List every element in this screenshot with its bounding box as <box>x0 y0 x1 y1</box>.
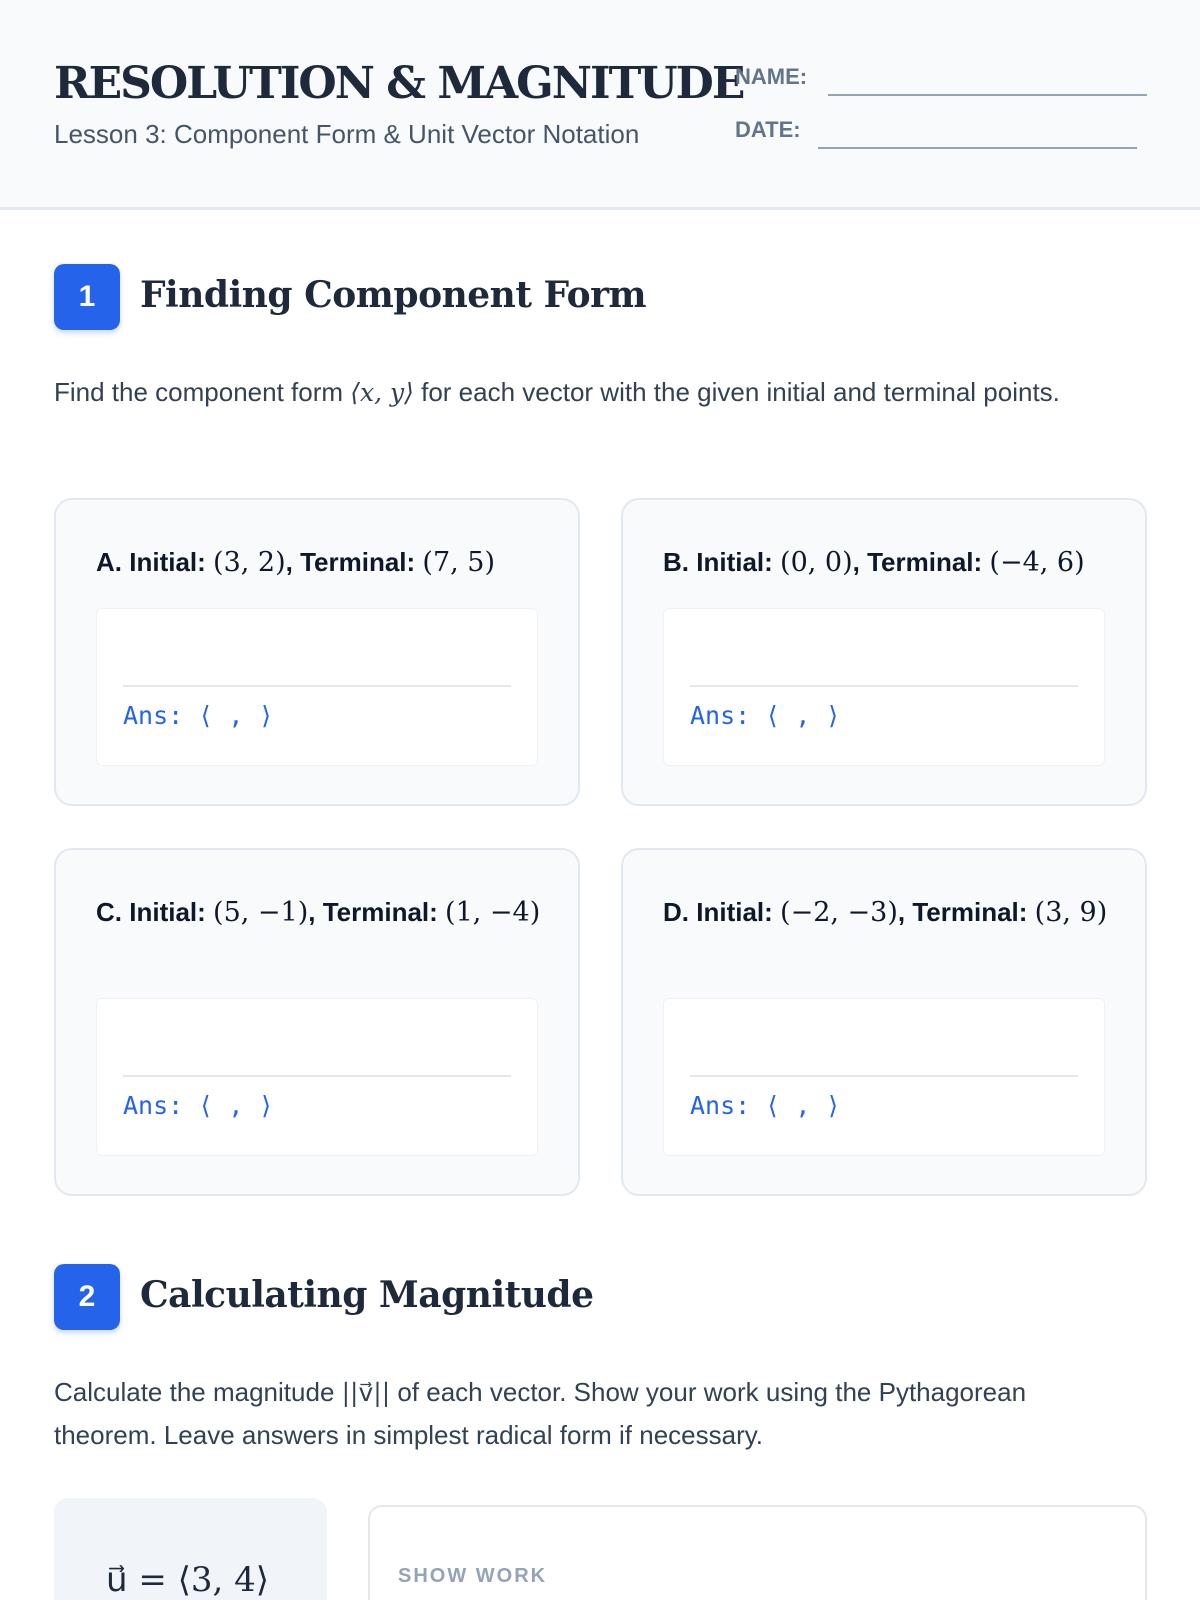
date-label: DATE: <box>735 117 801 142</box>
show-work-label: SHOW WORK <box>398 1565 548 1587</box>
section-2-instructions: Calculate the magnitude ||v⃗|| of each vector. Show your work using the Pythagorean theorem. Leave answers in simplest radical form if necessary. <box>54 1377 1027 1450</box>
section-1-badge: 1 <box>54 264 120 330</box>
answer-box[interactable] <box>96 608 538 766</box>
worksheet-header <box>0 0 1200 210</box>
answer-label: Ans: ⟨ , ⟩ <box>690 1091 841 1120</box>
work-line <box>123 1075 511 1077</box>
worksheet-title: RESOLUTION & MAGNITUDE <box>54 58 744 109</box>
show-work-area[interactable] <box>368 1505 1147 1600</box>
section-2-title: Calculating Magnitude <box>140 1274 594 1316</box>
answer-box[interactable] <box>96 998 538 1156</box>
problem-prompt: C. Initial: (5, −1), Terminal: (1, −4) <box>96 897 541 928</box>
section-1-title: Finding Component Form <box>140 274 647 316</box>
name-field[interactable] <box>828 94 1147 96</box>
answer-label: Ans: ⟨ , ⟩ <box>690 701 841 730</box>
work-line <box>690 685 1078 687</box>
lesson-subtitle: Lesson 3: Component Form & Unit Vector Notation <box>54 119 640 149</box>
section-2-badge: 2 <box>54 1264 120 1330</box>
date-field[interactable] <box>818 147 1137 149</box>
work-line <box>690 1075 1078 1077</box>
answer-box[interactable] <box>663 608 1105 766</box>
answer-box[interactable] <box>663 998 1105 1156</box>
answer-label: Ans: ⟨ , ⟩ <box>123 1091 274 1120</box>
problem-prompt: B. Initial: (0, 0), Terminal: (−4, 6) <box>663 547 1085 578</box>
magnitude-notation: ||v⃗|| <box>341 1378 391 1407</box>
problem-card-d <box>621 848 1147 1196</box>
vector-display <box>54 1498 327 1600</box>
problem-card-a <box>54 498 580 806</box>
vector-u: u⃗ = ⟨3, 4⟩ <box>106 1560 270 1600</box>
name-label: NAME: <box>735 64 808 89</box>
problem-card-c <box>54 848 580 1196</box>
component-form-notation: ⟨x, y⟩ <box>350 378 414 407</box>
problem-card-b <box>621 498 1147 806</box>
section-1-instructions: Find the component form ⟨x, y⟩ for each vector with the given initial and terminal points. <box>54 377 1060 407</box>
problem-prompt: D. Initial: (−2, −3), Terminal: (3, 9) <box>663 897 1108 928</box>
answer-label: Ans: ⟨ , ⟩ <box>123 701 274 730</box>
work-line <box>123 685 511 687</box>
problem-prompt: A. Initial: (3, 2), Terminal: (7, 5) <box>96 547 496 578</box>
